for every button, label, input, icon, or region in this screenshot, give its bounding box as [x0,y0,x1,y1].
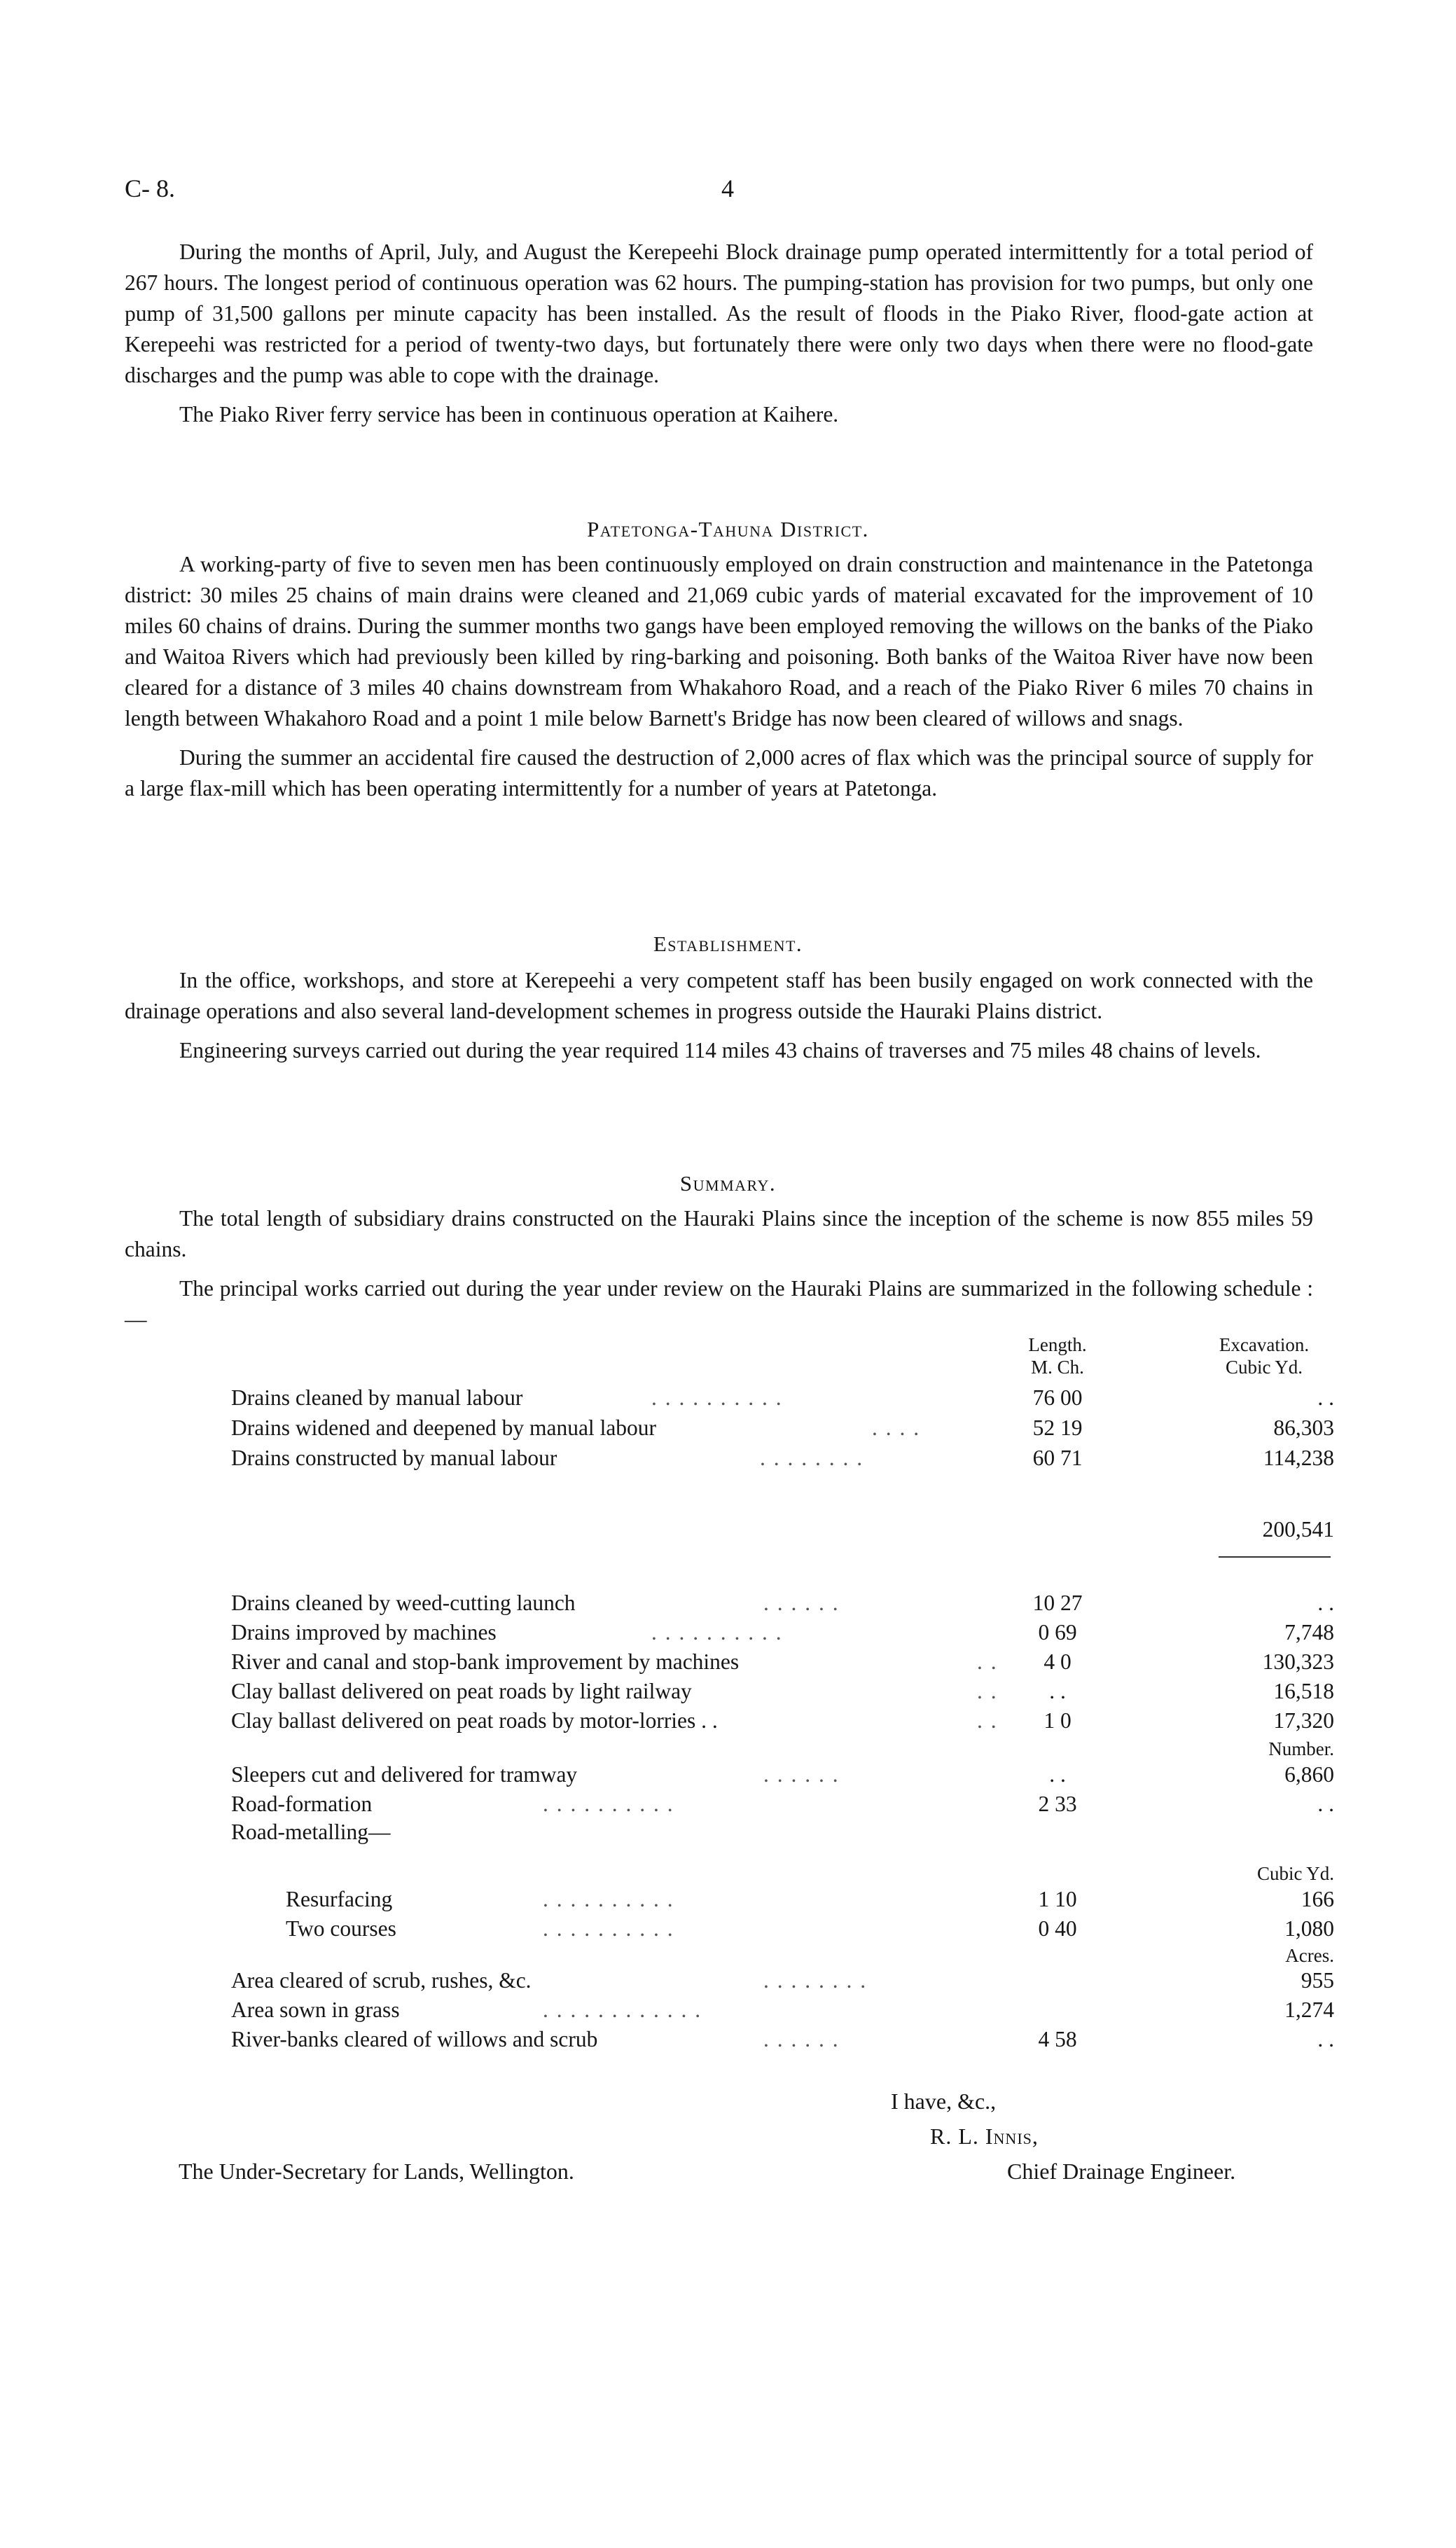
row-length: 0 69 [1038,1620,1077,1645]
table-row [0,1762,1456,1793]
row-length: 10 27 [1032,1591,1083,1615]
leader-dots: . . . . . . . . [763,1968,868,1993]
leader-dots: . . [977,1679,998,1703]
row-length: 76 00 [1032,1385,1083,1410]
column-unit-length: M. Ch. [1031,1357,1084,1378]
row-label: Resurfacing [286,1887,393,1911]
row-length: 52 19 [1032,1415,1083,1440]
paragraph: The Piako River ferry service has been in continuous operation at Kaihere. [179,402,839,427]
row-label: River-banks cleared of willows and scrub [231,2027,598,2051]
row-label: Drains cleaned by manual labour [231,1385,523,1410]
table-row-total [0,1517,1456,1548]
row-length: 1 0 [1044,1708,1072,1733]
paragraph: In the office, workshops, and store at Kerepeehi a very competent staff has been busily engaged on work connected with the drainage operations and also several land-development schemes in progress outside the Hauraki Plains district. [125,968,1313,1023]
table-row [0,1591,1456,1621]
table-row [0,1415,1456,1446]
row-label: Area cleared of scrub, rushes, &c. [231,1968,532,1993]
section-heading-establishment: Establishment. [653,932,803,956]
section-heading-summary: Summary. [679,1171,777,1196]
unit-label-cubic-yd: Cubic Yd. [1257,1863,1334,1884]
paragraph: The principal works carried out during the year under review on the Hauraki Plains are summarized in the following schedule :— [125,1276,1313,1331]
row-excavation: 114,238 [1263,1446,1334,1470]
patetonga-section [125,549,1313,804]
row-label: Drains improved by machines [231,1620,497,1645]
row-excavation: 1,274 [1284,1997,1334,2022]
addressee: The Under-Secretary for Lands, Wellington. [179,2159,574,2184]
leader-dots: . . [977,1649,998,1674]
table-row [0,1820,1456,1850]
leader-dots: . . . . . . . . . . . . [543,1997,702,2022]
table-row [0,1916,1456,1947]
section-heading-patetonga: Patetonga-Tahuna District. [587,517,869,541]
leader-dots: . . . . . . [763,2027,840,2051]
paragraph: A working-party of five to seven men has been continuously employed on drain construction and maintenance in the Patetonga district: 30 miles 25 chains of main drains were cleaned and 21,069 cubic yards of material excavated for the improvement of 10 miles 60 chains of drains. During the summer months two gangs have been employed removing the willows on the banks of the Piako and Waitoa Rivers which had previously been killed by ring-barking and poisoning. Both banks of the Waitoa River have now been cleared for a distance of 3 miles 40 chains downstream from Whakahoro Road, and a reach of the Piako River 6 miles 70 chains in length between Whakahoro Road and a point 1 mile below Barnett's Bridge has now been cleared of willows and snags. [125,552,1313,731]
row-excavation: . . [1317,1385,1334,1410]
row-label: Sleepers cut and delivered for tramway [231,1762,578,1787]
row-excavation: 86,303 [1273,1415,1334,1440]
row-excavation: . . [1317,1591,1334,1615]
table-row [0,1679,1456,1710]
row-label: Two courses [286,1916,396,1941]
leader-dots: . . . . . . . . . . [651,1385,783,1410]
row-length: 0 40 [1038,1916,1077,1941]
total-rule [1219,1556,1331,1558]
row-length: . . [1049,1679,1066,1703]
table-row [0,1649,1456,1680]
paragraph: During the months of April, July, and August the Kerepeehi Block drainage pump operated intermittently for a total period of 267 hours. The longest period of continuous operation was 62 hours. The pumping-station has provision for two pumps, but only one pump of 31,500 gallons per minute capacity has been installed. As the result of floods in the Piako River, flood-gate action at Kerepeehi was restricted for a period of twenty-two days, but fortunately there were only two days when there were no flood-gate discharges and the pump was able to cope with the drainage. [125,240,1313,387]
group-total: 200,541 [1262,1517,1334,1542]
table-row [0,1968,1456,1999]
signatory: R. L. Innis, [930,2124,1039,2149]
table-row [0,1446,1456,1476]
row-label: Clay ballast delivered on peat roads by motor-lorries . . [231,1708,718,1733]
row-length: 2 33 [1038,1792,1077,1816]
table-row [0,1887,1456,1918]
unit-label-number: Number. [1268,1738,1334,1759]
row-excavation: 16,518 [1273,1679,1334,1703]
row-excavation: 7,748 [1284,1620,1334,1645]
leader-dots: . . . . . . . . . . [543,1916,674,1941]
table-row [0,2027,1456,2058]
table-row [0,1792,1456,1822]
column-header-length: Length. [1028,1334,1087,1355]
leader-dots: . . . . . . . . . . [543,1792,674,1816]
leader-dots: . . . . . . . . . . [543,1887,674,1911]
table-row [0,1385,1456,1416]
row-excavation: 166 [1301,1887,1334,1911]
table-row [0,1997,1456,2028]
table-row [0,1620,1456,1651]
intro-section [125,237,1313,430]
column-unit-excavation: Cubic Yd. [1226,1357,1303,1378]
row-length: 4 0 [1044,1649,1072,1674]
unit-label-acres: Acres. [1285,1945,1334,1966]
row-excavation: 955 [1301,1968,1334,1993]
page-number: 4 [721,174,734,202]
leader-dots: . . . . . . . . [760,1446,864,1470]
document-code: C- 8. [125,174,175,202]
signatory-title: Chief Drainage Engineer. [1007,2159,1236,2184]
leader-dots: . . . . . . . . . . [651,1620,783,1645]
leader-dots: . . . . . . [763,1762,840,1787]
row-excavation: . . [1317,1792,1334,1816]
paragraph: During the summer an accidental fire caused the destruction of 2,000 acres of flax which was the principal source of supply for a large flax-mill which has been operating intermittently for a number of years at Patetonga. [125,745,1313,801]
row-label: Road-metalling— [231,1820,391,1844]
row-excavation: 6,860 [1284,1762,1334,1787]
salutation: I have, &c., [891,2089,997,2114]
row-excavation: 130,323 [1262,1649,1334,1674]
row-excavation: 17,320 [1273,1708,1334,1733]
row-label: Drains cleaned by weed-cutting launch [231,1591,576,1615]
row-label: Area sown in grass [231,1997,400,2022]
paragraph: The total length of subsidiary drains constructed on the Hauraki Plains since the inception of the scheme is now 855 miles 59 chains. [125,1206,1313,1261]
row-length: 1 10 [1038,1887,1077,1911]
row-label: Drains constructed by manual labour [231,1446,557,1470]
paragraph: Engineering surveys carried out during the year required 114 miles 43 chains of traverses and 75 miles 48 chains of levels. [179,1038,1261,1062]
leader-dots: . . . . . . [763,1591,840,1615]
row-label: Drains widened and deepened by manual labour [231,1415,657,1440]
establishment-section [125,965,1313,1066]
summary-section [125,1203,1313,1335]
row-excavation: . . [1317,2027,1334,2051]
leader-dots: . . [977,1708,998,1733]
row-label: Clay ballast delivered on peat roads by light railway [231,1679,692,1703]
table-row [0,1708,1456,1739]
row-label: Road-formation [231,1792,373,1816]
row-label: River and canal and stop-bank improvement by machines [231,1649,740,1674]
row-length: 4 58 [1038,2027,1077,2051]
row-length: . . [1049,1762,1066,1787]
column-header-excavation: Excavation. [1219,1334,1310,1355]
row-length: 60 71 [1032,1446,1083,1470]
row-excavation: 1,080 [1284,1916,1334,1941]
leader-dots: . . . . [872,1415,921,1440]
